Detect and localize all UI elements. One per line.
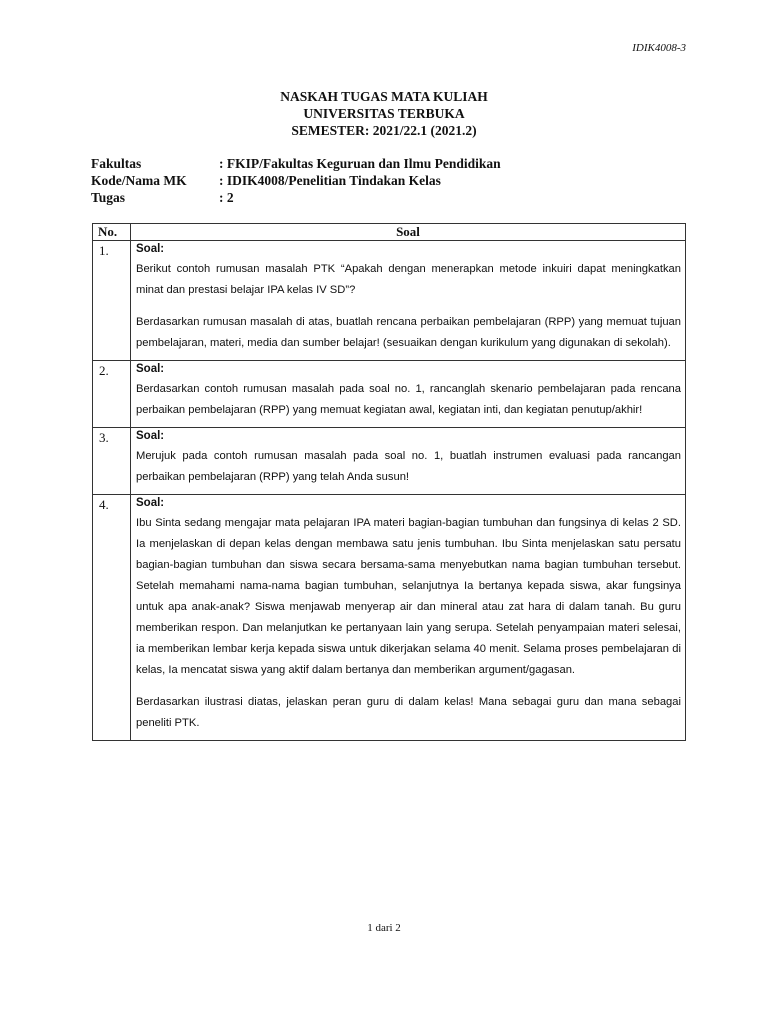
table-row (93, 428, 686, 495)
meta-row-fakultas (91, 155, 501, 172)
question-label: Soal: (136, 430, 165, 442)
meta-row-tugas (91, 189, 501, 206)
column-header-soal: Soal (131, 224, 686, 241)
title-line-3: SEMESTER: 2021/22.1 (2021.2) (291, 123, 477, 138)
question-body (131, 361, 686, 428)
question-body (131, 241, 686, 361)
questions-table (92, 223, 686, 741)
question-paragraph: Ibu Sinta sedang mengajar mata pelajaran IPA materi bagian-bagian tumbuhan dan fungsinya di kelas 2 SD. Ia menjelaskan di depan kelas dengan membawa satu jenis tumbuhan. Ibu Sinta menjelaskan satu persatu bagian-bagian tumbuhan dan siswa secara bersama-sama menyebutkan nama bagian tumbuhan tersebut. Setelah memahami nama-nama bagian tumbuhan, selanjutnya Ia bertanya kepada siswa, akar fungsinya untuk apa anak-anak? Siswa menjawab menyerap air dan mineral atau zat hara di dalam tanah. Bu guru memberikan respon. Dan melanjutkan ke pertanyaan lain yang serupa. Setelah penyampaian materi selesai, ia memberikan lembar kerja kepada siswa untuk dikerjakan selama 40 menit. Selama proses pembelajaran di kelas, Ia mencatat siswa yang aktif dalam bertanya dan memberikan argument/gagasan. (136, 517, 681, 676)
course-meta (91, 155, 501, 206)
table-header-row (93, 224, 686, 241)
document-title (0, 88, 768, 139)
meta-value: : IDIK4008/Penelitian Tindakan Kelas (219, 173, 441, 188)
question-label: Soal: (136, 243, 165, 255)
table-row (93, 495, 686, 741)
table-row (93, 361, 686, 428)
page-number: 1 dari 2 (367, 922, 401, 934)
question-number: 3. (93, 428, 131, 495)
meta-value: : 2 (219, 190, 234, 205)
question-paragraph: Merujuk pada contoh rumusan masalah pada soal no. 1, buatlah instrumen evaluasi pada rancangan perbaikan pembelajaran (RPP) yang telah Anda susun! (136, 450, 681, 483)
meta-label: Fakultas (91, 156, 142, 171)
question-body (131, 495, 686, 741)
meta-label: Tugas (91, 190, 126, 205)
document-code: IDIK4008-3 (632, 42, 686, 54)
question-label: Soal: (136, 497, 165, 509)
title-line-2: UNIVERSITAS TERBUKA (303, 106, 465, 121)
meta-row-kode (91, 172, 501, 189)
title-line-1: NASKAH TUGAS MATA KULIAH (280, 89, 488, 104)
question-paragraph: Berdasarkan contoh rumusan masalah pada soal no. 1, rancanglah skenario pembelajaran pada rencana perbaikan pembelajaran (RPP) yang memuat kegiatan awal, kegiatan inti, dan kegiatan penutup/akhir! (136, 383, 681, 416)
question-paragraph: Berikut contoh rumusan masalah PTK “Apakah dengan menerapkan metode inkuiri dapat meningkatkan minat dan prestasi belajar IPA kelas IV SD”? (136, 263, 681, 296)
question-body (131, 428, 686, 495)
question-paragraph: Berdasarkan ilustrasi diatas, jelaskan peran guru di dalam kelas! Mana sebagai guru dan mana sebagai peneliti PTK. (136, 696, 681, 729)
meta-label: Kode/Nama MK (91, 173, 187, 188)
question-number: 4. (93, 495, 131, 741)
meta-value: : FKIP/Fakultas Keguruan dan Ilmu Pendidikan (219, 156, 501, 171)
table-row (93, 241, 686, 361)
question-number: 1. (93, 241, 131, 361)
column-header-no: No. (93, 224, 131, 241)
question-label: Soal: (136, 363, 165, 375)
question-number: 2. (93, 361, 131, 428)
question-paragraph: Berdasarkan rumusan masalah di atas, buatlah rencana perbaikan pembelajaran (RPP) yang memuat tujuan pembelajaran, materi, media dan sumber belajar! (sesuaikan dengan kurikulum yang digunakan di sekolah). (136, 316, 681, 349)
